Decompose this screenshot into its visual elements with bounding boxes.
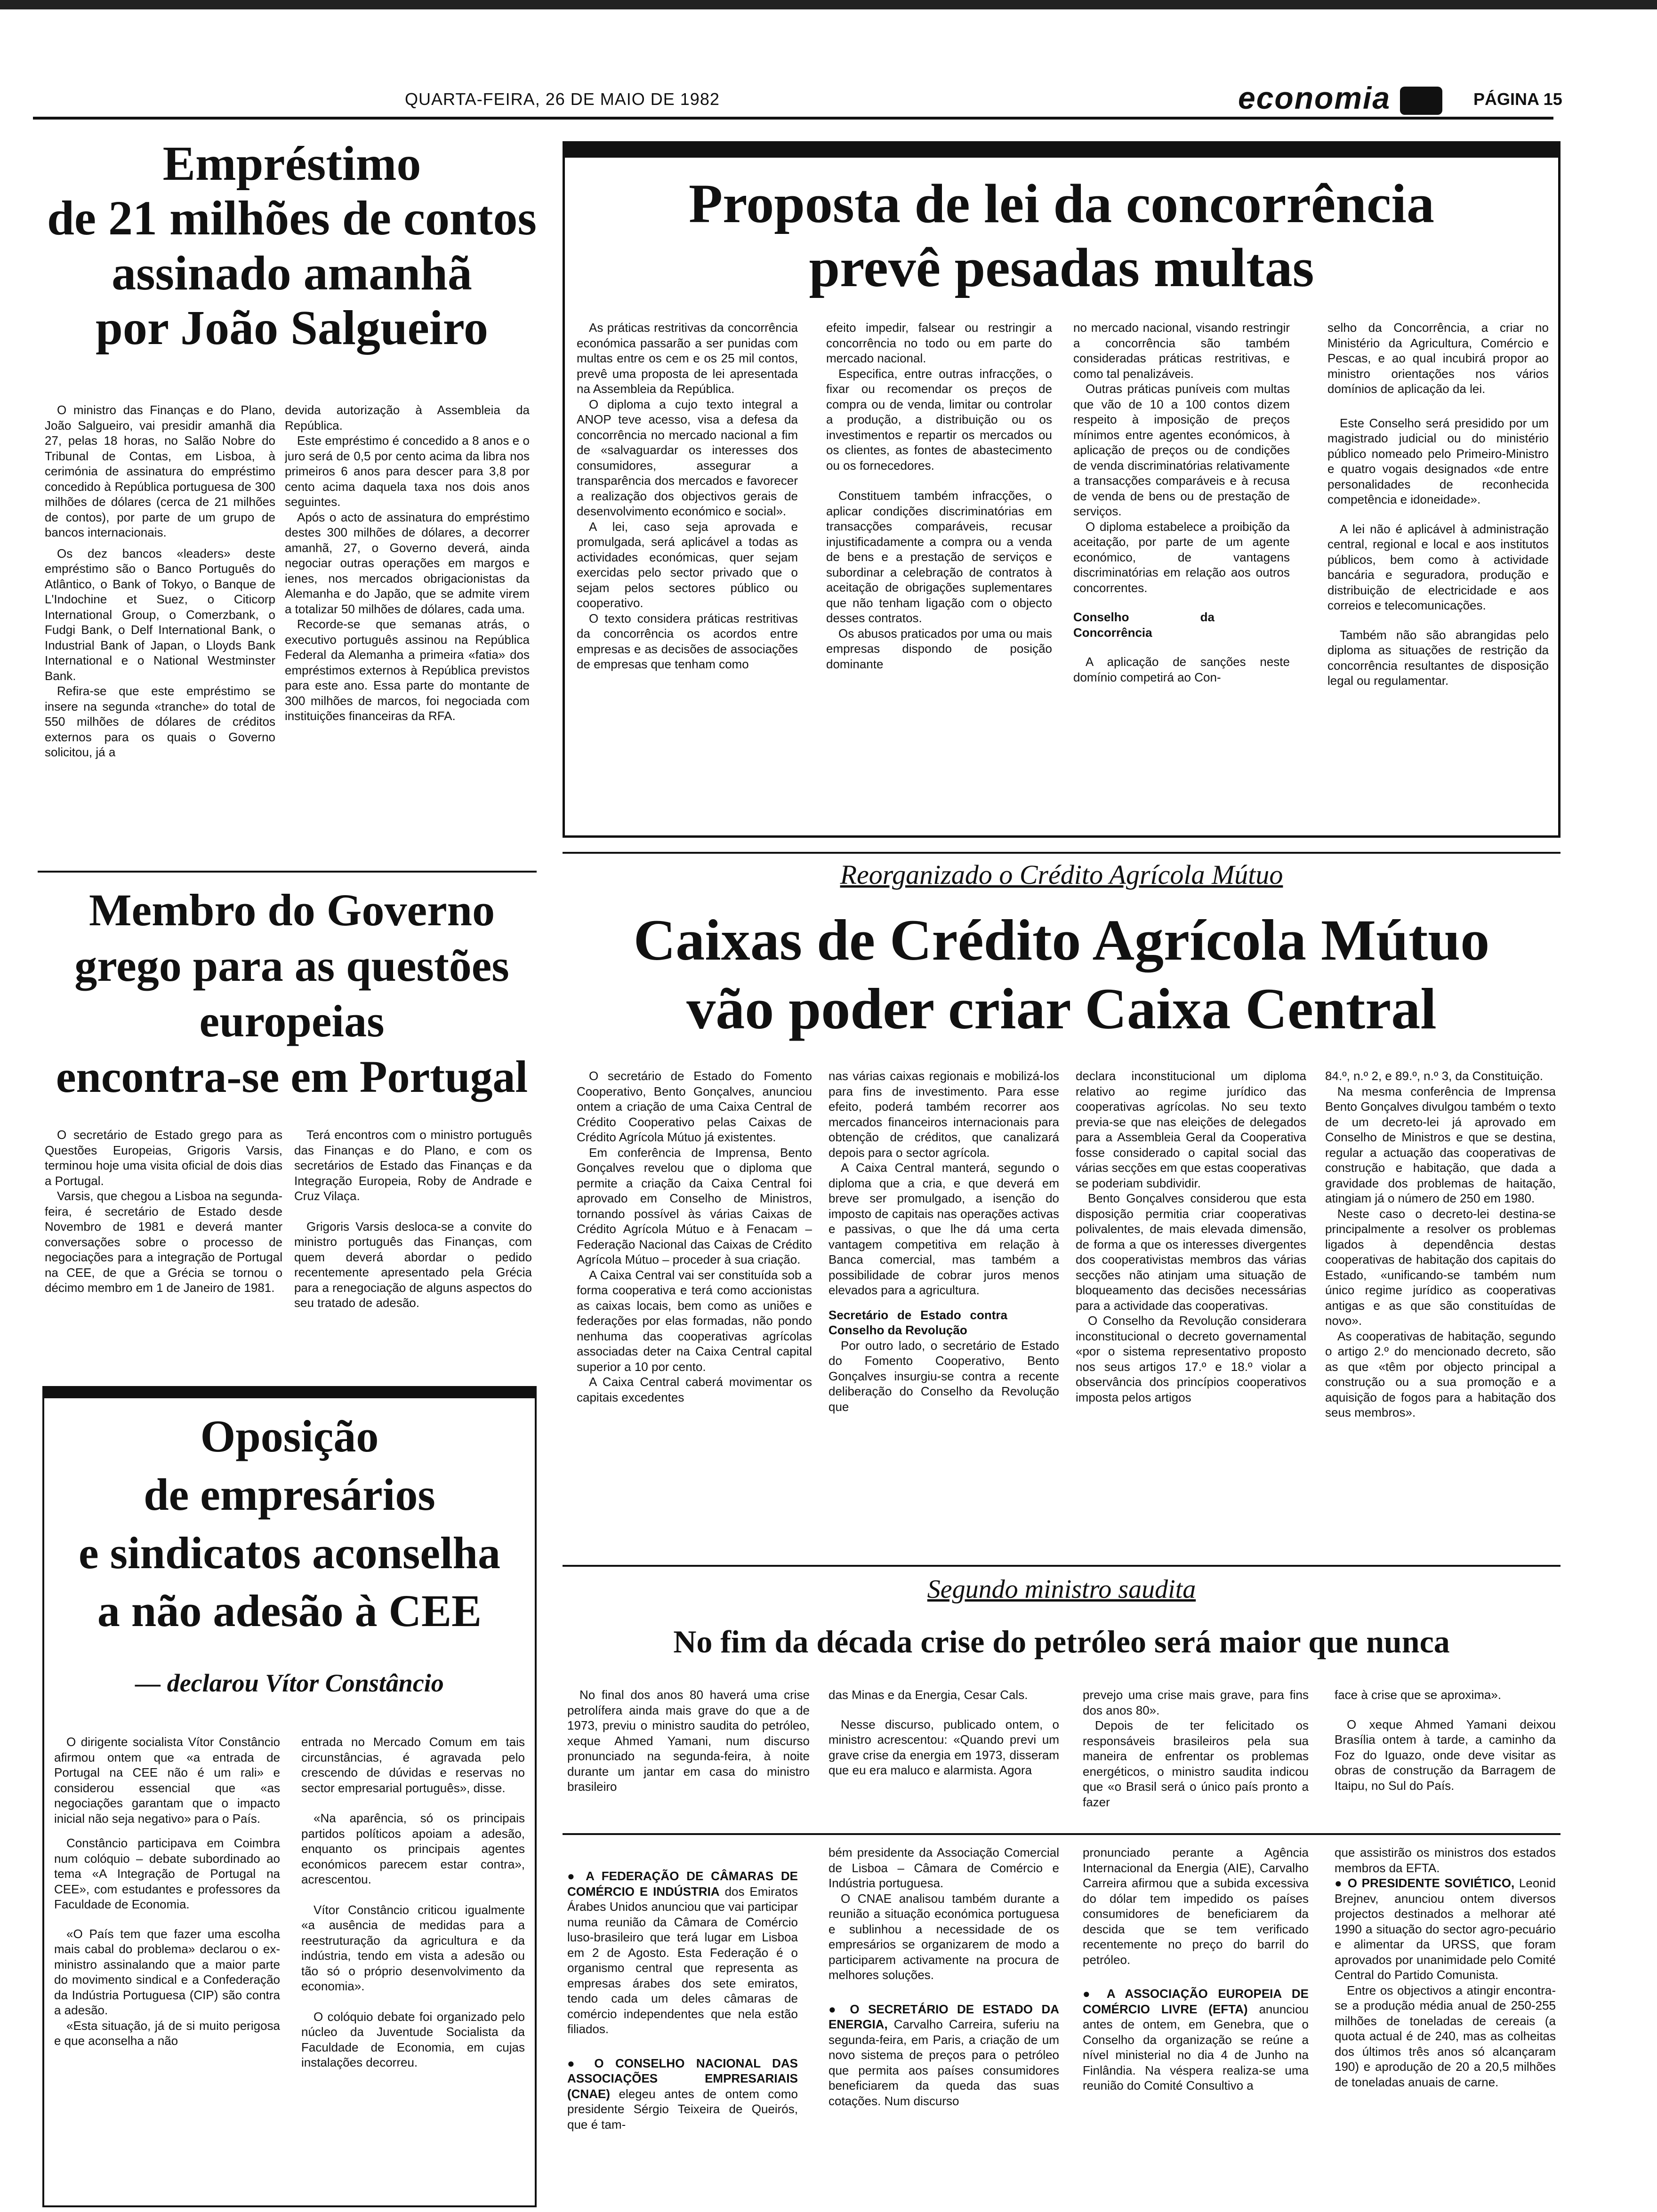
briefs-col-1 <box>567 1845 798 2207</box>
byline-oposicao: — declarou Vítor Constâncio <box>135 1669 444 1697</box>
saudita-col-1: No final dos anos 80 haverá uma crise petrolífera ainda mais grave do que a de 1973, previu o ministro saudita do petróleo, xeque Ahmed Yamani, num discurso pronunciado na segunda-feira, à noite durante um jantar em casa do ministro brasileiro <box>567 1688 810 1794</box>
article-emprestimo <box>38 136 546 356</box>
saudita-col-2: das Minas e da Energia, Cesar Cals. Nesse discurso, publicado ontem, o ministro acrescentou: «Quando previ um grave crise da energia em 1973, disseram que eu era maluco e alarmista. Agora <box>828 1688 1059 1777</box>
saudita-col-4: face à crise que se aproxima». O xeque Ahmed Yamani deixou Brasília ontem à tarde, a caminho da Foz do Iguazo, onde deve visitar as obras de construção da Barragem de Itaipu, no Sul do País. <box>1335 1688 1556 1793</box>
governo-grego-col-1: O secretário de Estado grego para as Questões Europeias, Grigoris Varsis, terminou hoje uma visita oficial de dois dias a Portugal. Varsis, que chegou a Lisboa na segunda-feira, é secretário de Estado desde Novembro de 1981 e deverá manter conversações sobre o processo de negociações para a integração de Portugal na CEE, de que a Grécia se tornou o décimo membro em 1 de Janeiro de 1981. <box>45 1128 282 1295</box>
caixas-col-4: 84.º, n.º 2, e 89.º, n.º 3, da Constituição. Na mesma conferência de Imprensa Bento Gonçalves divulgou também o texto de um decreto-lei já aprovado em Conselho de Ministros e que se destina, regular a actuação das cooperativas de construção e habitação, que dada a gravidade dos problemas de haitação, atingiam já o número de 250 em 1980. Neste caso o decreto-lei destina-se principalmente a resolver os problemas ligados à dependência destas cooperativas de habitação dos capitais do Estado, «unificando-se também num único regime jurídico as cooperativas antigas e as que são constituídas de novo». As cooperativas de habitação, segundo o artigo 2.º do mencionado decreto, são as que «têm por objecto principal a construção ou a sua promoção e a aquisição de fogos para a habitação dos seus membros». <box>1325 1069 1556 1419</box>
section-label: economia <box>1238 80 1391 115</box>
kicker-caixas: Reorganizado o Crédito Agrícola Mútuo <box>840 859 1283 890</box>
briefs-col-4: que assistirão os ministros dos estados membros da EFTA. ● O PRESIDENTE SOVIÉTICO, Leonid Brejnev, anunciou ontem diversos projectos destinados a melhorar até 1990 a situação do sector agro-pecuário e alimentar da URSS, que foram aprovados por unanimidade pelo Comité Central do Partido Comunista. Entre os objectivos a atingir encontra-se a produção média anual de 250-255 milhões de toneladas de cereais (a quota actual é de 240, mas as colheitas dos últimos três anos só alcançaram 190) e aprodução de 20 a 20,5 milhões de toneladas anuais de carne. <box>1335 1845 1556 2089</box>
headline-saudita: No fim da década crise do petróleo será maior que nunca <box>673 1624 1450 1659</box>
rule-above-briefs <box>563 1833 1560 1835</box>
section-name <box>1238 80 1442 116</box>
concorrencia-col-3: no mercado nacional, visando restringir a concorrência são também consideradas práticas restritivas, e como tal penalizáveis. Outras práticas puníveis com multas que vão de 10 a 100 contos dizem respeito à imposição de preços mínimos entre agentes económicos, à aplicação de preços ou de condições de venda discriminatórias relativamente a transacções comparáveis e à recusa de venda de bens ou de prestação de serviços. O diploma estabelece a proibição da aceitação, por parte de um agente económico, de vantagens discriminatórias em relação aos outros concorrentes. Conselho da Concorrência A aplicação de sanções neste domínio competirá ao Con- <box>1073 321 1290 684</box>
page-number: PÁGINA 15 <box>1473 89 1562 109</box>
brief-secretario-energia: ● O SECRETÁRIO DE ESTADO DA ENERGIA, Carvalho Carreira, suferiu na segunda-feira, em Paris, a criação de um novo sistema de preços para o petróleo que permita aos países consumidores beneficiarem da queda das suas cotações. Num discurso <box>828 2002 1059 2108</box>
headline-governo-grego: Membro do Governo grego para as questões europeias encontra-se em Portugal <box>56 885 528 1102</box>
caixas-col-2: nas várias caixas regionais e mobilizá-los para fins de investimento. Para esse efeito, poderá também recorrer aos mercados financeiros internacionais para obtenção de créditos, que canalizará depois para o sector agrícola. A Caixa Central manterá, segundo o diploma que a cria, e que deverá em breve ser promulgado, a isenção do imposto de capitais nas operações activas e passivas, o que lhe dá uma certa vantagem competitiva em relação à Banca comercial, mas também a possibilidade de cobrar juros menos elevados para a agricultura. Secretário de Estado contra Conselho da Revolução Por outro lado, o secretário de Estado do Fomento Cooperativo, Bento Gonçalves insurgiu-se contra a recente deliberação do Conselho da Revolução que <box>828 1069 1059 1414</box>
caixas-col-3: declara inconstitucional um diploma relativo ao regime jurídico das cooperativas agrícolas. No seu texto previa-se que nas eleições de delegados para a Assembleia Geral da Cooperativa fosse considerado o capital social das várias secções em que estas cooperativas se poderiam subdividir. Bento Gonçalves considerou que esta disposição permitia criar cooperativas polivalentes, de mais elevada dimensão, de forma a que os interesses divergentes dos cooperativistas membros das várias secções não atinjam uma situação de bloqueamento das decisões necessárias para a actividade das cooperativas. O Conselho da Revolução considerara inconstitucional o decreto governamental «por o sistema representativo proposto nos seus artigos 17.º e 18.º violar a observância dos princípios cooperativos imposta pelos artigos <box>1076 1069 1306 1404</box>
caixas-col-1: O secretário de Estado do Fomento Cooperativo, Bento Gonçalves, anunciou ontem a criação de uma Caixa Central de Crédito Cooperativo pelas Caixas de Crédito Agrícola Mútuo já existentes. Em conferência de Imprensa, Bento Gonçalves revelou que o diploma que permite a criação da Caixa Central foi aprovado em Conselho de Ministros, tornando possível às várias Caixas de Crédito Agrícola Mútuo e à Fenacam – Federação Nacional das Caixas de Crédito Agrícola Mútuo – proceder à sua criação. A Caixa Central vai ser constituída sob a forma cooperativa e terá como accionistas as caixas locais, bem como as uniões e federações por elas formadas, não pondo nenhuma das cooperativas agrícolas associadas deter na Caixa Central capital superior a 10 por cento. A Caixa Central caberá movimentar os capitais excedentes <box>577 1069 812 1404</box>
headline-oposicao: Oposição de empresários e sindicatos aconselha a não adesão à CEE <box>78 1411 501 1636</box>
concorrencia-col-4: selho da Concorrência, a criar no Ministério da Agricultura, Comércio e Pescas, e ao qual incubirá propor ao ministro orientações nos vários domínios de aplicação da lei. Este Conselho será presidido por um magistrado judicial ou do ministério público nomeado pelo Primeiro-Ministro e quatro vogais designados «de entre personalidades de reconhecida competência e idoneidade». A lei não é aplicável à administração central, regional e local e aos institutos públicos, bem como à actividade bancária e seguradora, produção e distribuição de electricidade e aos correios e telecomunicações. Também não são abrangidas pelo diploma as situações de restrição da concorrência resultantes de disposição legal ou regulamentar. <box>1327 321 1549 688</box>
brief-presidente-sovietico: ● O PRESIDENTE SOVIÉTICO, Leonid Brejnev, anunciou ontem diversos projectos destinados a melhorar até 1990 a situação do sector agro-pecuário e alimentar da URSS, que foram aprovados por unanimidade pelo Comité Central do Partido Comunista. <box>1335 1876 1556 1982</box>
headline-concorrencia: Proposta de lei da concorrência prevê pesadas multas <box>688 173 1434 298</box>
rule-below-emprestimo <box>38 871 537 873</box>
headline-caixas: Caixas de Crédito Agrícola Mútuo vão poder criar Caixa Central <box>633 908 1490 1042</box>
rule-above-caixas <box>563 852 1560 854</box>
oposicao-col-1: O dirigente socialista Vítor Constâncio afirmou ontem que «a entrada de Portugal na CEE não é um rali» e considerou essencial que «as negociações garantam que o impacto inicial não seja negativo» para o País. Constâncio participava em Coimbra num colóquio – debate subordinado ao tema «A Integração de Portugal na CEE», com estudantes e professores da Faculdade de Economia. «O País tem que fazer uma escolha mais cabal do problema» declarou o ex-ministro assinalando que a maior parte do movimento sindical e a Confederação da Indústria Portuguesa (CIP) são contra a adesão. «Esta situação, já de si muito perigosa e que aconselha a não <box>54 1735 280 2048</box>
brief-federacao: ● A FEDERAÇÃO DE CÂMARAS DE COMÉRCIO E INDÚSTRIA dos Emiratos Árabes Unidos anunciou que vai participar numa reunião da Câmara de Comércio luso-brasileiro que terá lugar em Lisboa em 2 de Agosto. Esta Federação é o organismo central que representa as empresas árabes dos sete emiratos, tendo cada um deles câmaras de comércio independentes que nela estão filiados. <box>567 1869 798 2036</box>
brief-cnae: ● O CONSELHO NACIONAL DAS ASSOCIAÇÕES EMPRESARIAIS (CNAE) elegeu antes de ontem como presidente Sérgio Teixeira de Queirós, que é tam- <box>567 2056 798 2132</box>
subhead-conselho: Conselho da Concorrência <box>1073 610 1215 640</box>
briefs-col-2: bém presidente da Associação Comercial de Lisboa – Câmara de Comércio e Indústria portuguesa. O CNAE analisou também durante a reunião a situação económica portuguesa e sublinhou a necessidade de os empresários se organizarem de modo a participarem activamente na procura de melhores soluções. ● O SECRETÁRIO DE ESTADO DA ENERGIA, Carvalho Carreira, suferiu na segunda-feira, em Paris, a criação de um novo sistema de preços para o petróleo que permita aos países consumidores beneficiarem da queda das suas cotações. Num discurso <box>828 1845 1059 2108</box>
concorrencia-col-1: As práticas restritivas da concorrência económica passarão a ser punidas com multas entre os cem e os 25 mil contos, prevê uma proposta de lei apresentada na Assembleia da República. O diploma a cujo texto integral a ANOP teve acesso, visa a defesa da concorrência no mercado nacional a fim de «salvaguardar os interesses dos consumidores, assegurar a transparência dos mercados e favorecer a realização dos objectivos gerais de desenvolvimento económico e social». A lei, caso seja aprovada e promulgada, será aplicável a todas as actividades económicas, quer sejam exercidas pelo sector privado que o sejam pelos sectores público ou cooperativo. O texto considera práticas restritivas da concorrência os acordos entre empresas e as decisões de associações de empresas que tenham como <box>577 321 798 671</box>
concorrencia-col-2: efeito impedir, falsear ou restringir a concorrência no todo ou em parte do mercado nacional. Especifica, entre outras infracções, o fixar ou recomendar os preços de compra ou de venda, limitar ou controlar a produção, a distribuição ou os investimentos e repartir os mercados ou os clientes, as fontes de abastecimento ou os fornecedores. Constituem também infracções, o aplicar condições discriminatórias em transacções comparáveis, recusar injustificadamente a compra ou a venda de bens e a prestação de serviços e subordinar a celebração de contratos à aceitação de obrigações suplementares que não tenham ligação com o objecto desses contratos. Os abusos praticados por uma ou mais empresas dispondo de posição dominante <box>826 321 1052 671</box>
governo-grego-col-2: Terá encontros com o ministro português das Finanças e do Plano, e com os secretários de Estado das Finanças e da Integração Europeia, Roby de Andrade e Cruz Vilaça. Grigoris Varsis desloca-se a convite do ministro português das Finanças, com quem deverá abordar o pedido recentemente apresentado pela Grécia para a renegociação de alguns aspectos do seu tratado de adesão. <box>294 1128 532 1310</box>
top-rule <box>0 0 1657 9</box>
rule-above-saudita <box>563 1565 1560 1567</box>
brief-efta: ● A ASSOCIAÇÃO EUROPEIA DE COMÉRCIO LIVRE (EFTA) anunciou antes de ontem, em Genebra, que o Conselho da organização se reúne a nível ministerial no dia 4 de Junho na Finlândia. Na véspera realiza-se uma reunião do Comité Consultivo a <box>1083 1987 1309 2092</box>
saudita-col-3: prevejo uma crise mais grave, para fins dos anos 80». Depois de ter felicitado os responsáveis brasileiros pela sua maneira de enfrentar os problemas energéticos, o ministro saudita indicou que «o Brasil será o único país pronto a fazer <box>1083 1688 1309 1809</box>
page-date: QUARTA-FEIRA, 26 DE MAIO DE 1982 <box>405 89 720 109</box>
headline-emprestimo: Empréstimo de 21 milhões de contos assinado amanhã por João Salgueiro <box>47 136 537 355</box>
section-logo-icon <box>1400 87 1442 115</box>
oposicao-col-2: entrada no Mercado Comum em tais circunstâncias, é agravada pelo crescendo de dúvidas e reservas no sector empresarial português», disse. «Na aparência, só os principais partidos políticos apoiam a adesão, enquanto os principais agentes económicos parecem estar contra», acrescentou. Vítor Constâncio criticou igualmente «a ausência de medidas para a reestruturação da agricultura e da indústria, tendo em vista a adesão ou tão só o próprio desenvolvimento da economia». O colóquio debate foi organizado pelo núcleo da Juventude Socialista da Faculdade de Economia, em cujas instalações decorreu. <box>301 1735 525 2069</box>
header-rule <box>33 117 1553 120</box>
emprestimo-col-1: O ministro das Finanças e do Plano, João Salgueiro, vai presidir amanhã dia 27, pelas 18 horas, no Salão Nobre do Tribunal de Contas, em Lisboa, à cerimónia de assinatura do empréstimo concedido à República portuguesa de 300 milhões de dólares (cerca de 21 milhões de contos), por parte de um grupo de bancos internacionais. Os dez bancos «leaders» deste empréstimo são o Banco Português do Atlântico, o Bank of Tokyo, o Banque de L'Indochine et Suez, o Citicorp International Group, o Comerzbank, o Fudgi Bank, o Delf International Bank, o Industrial Bank of Japan, o Lloyds Bank International e o National Westminster Bank. Refira-se que este empréstimo se insere na segunda «tranche» do total de 550 milhões de dólares de créditos externos para os quais o Governo solicitou, já a <box>45 403 275 759</box>
kicker-saudita: Segundo ministro saudita <box>927 1575 1196 1604</box>
briefs-col-3: pronunciado perante a Agência Internacional da Energia (AIE), Carvalho Carreira afirmou que a subida excessiva do dólar tem impedido os países consumidores de beneficiarem da descida que se tem verificado recentemente no preço do barril do petróleo. ● A ASSOCIAÇÃO EUROPEIA DE COMÉRCIO LIVRE (EFTA) anunciou antes de ontem, em Genebra, que o Conselho da organização se reúne a nível ministerial no dia 4 de Junho na Finlândia. Na véspera realiza-se uma reunião do Comité Consultivo a <box>1083 1845 1309 2092</box>
subhead-secretario: Secretário de Estado contra Conselho da Revolução <box>828 1307 1007 1337</box>
emprestimo-col-2: devida autorização à Assembleia da República. Este empréstimo é concedido a 8 anos e o juro será de 0,5 por cento acima da libra nos primeiros 6 anos para descer para 3,8 por cento acima daquela taxa nos dois anos seguintes. Após o acto de assinatura do empréstimo destes 300 milhões de dólares, a decorrer amanhã, 27, o Governo deverá, ainda negociar outras operações em margos e ienes, nos mercados obrigacionistas da Alemanha e do Japão, que se admite virem a totalizar 50 milhões de dólares, cada uma. Recorde-se que semanas atrás, o executivo português assinou na República Federal da Alemanha a primeira «fatia» dos empréstimos externos à República previstos para este ano. Essa parte do montante de 300 milhões de marcos, foi negociada com instituições financeiras da RFA. <box>285 403 530 723</box>
